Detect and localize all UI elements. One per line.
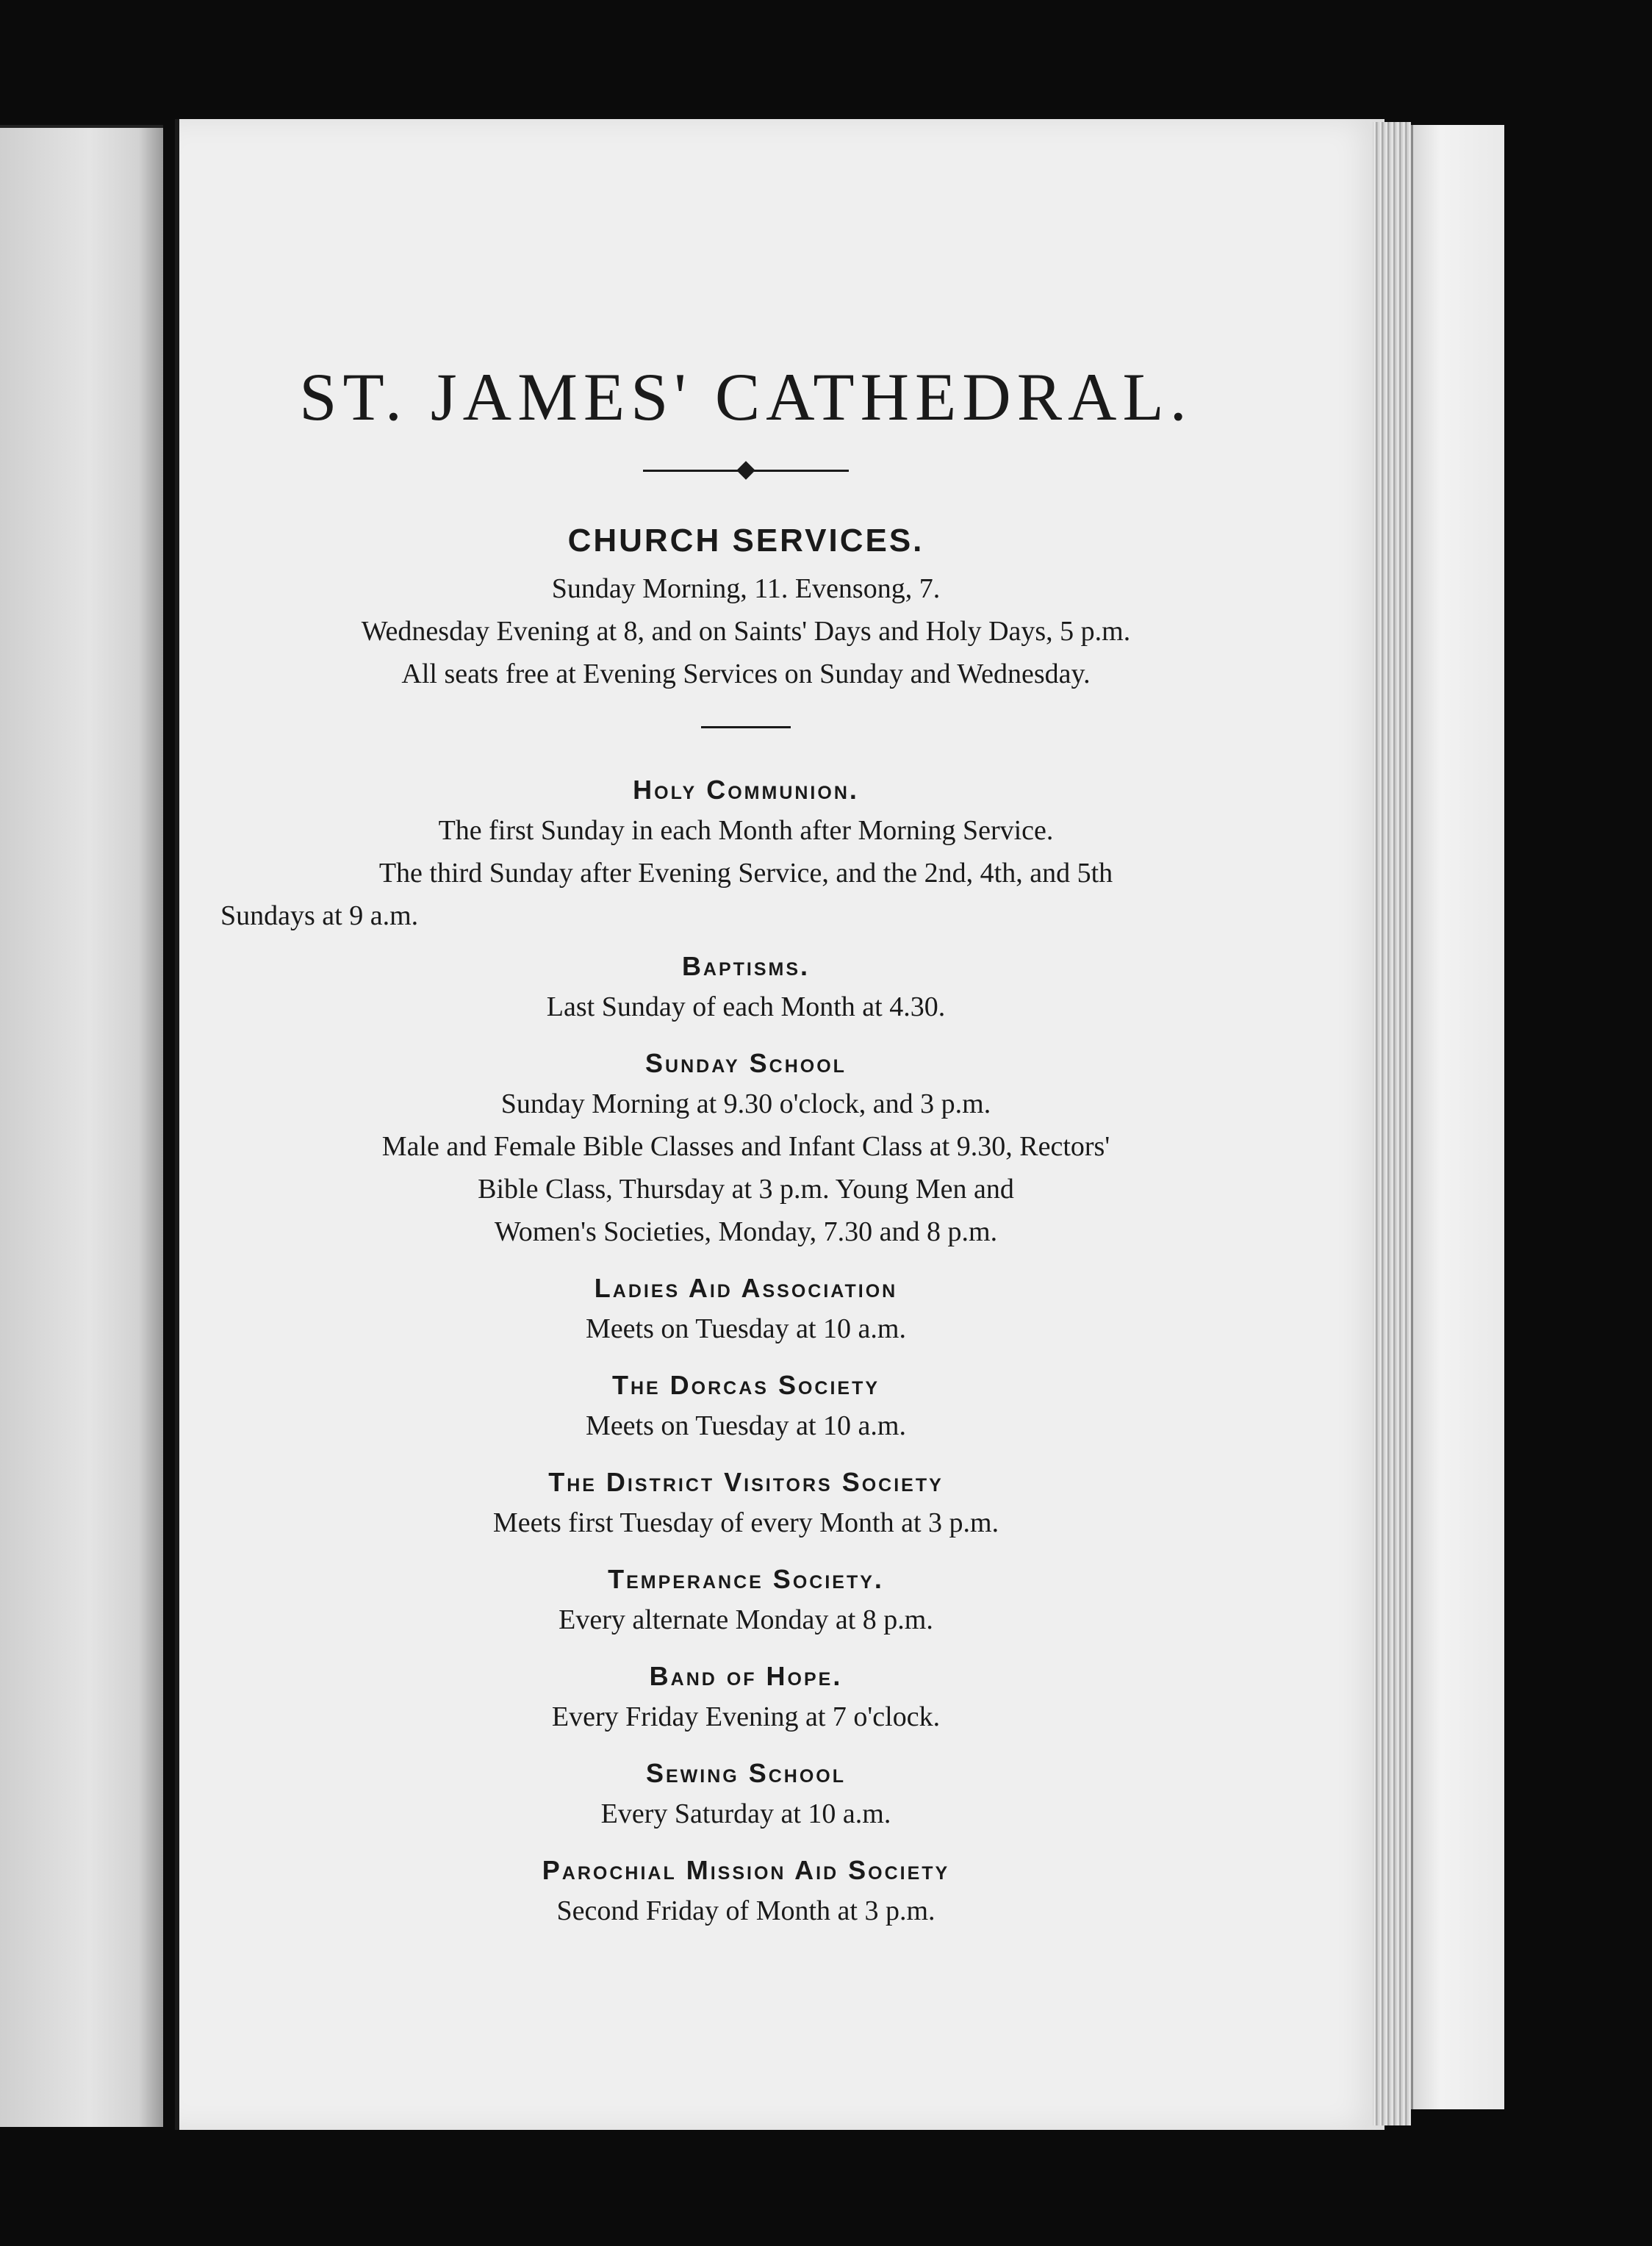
sewing-school-heading: Sewing School	[645, 1758, 846, 1788]
baptisms-line: Last Sunday of each Month at 4.30.	[546, 991, 946, 1022]
section-district-visitors	[220, 1463, 1271, 1544]
band-of-hope-heading: Band of Hope.	[649, 1661, 843, 1691]
sunday-school-line: Sunday Morning at 9.30 o'clock, and 3 p.m.	[500, 1088, 991, 1119]
church-services-line: All seats free at Evening Services on Sunday and Wednesday.	[401, 659, 1091, 689]
sewing-school-line: Every Saturday at 10 a.m.	[600, 1798, 891, 1829]
section-baptisms	[220, 947, 1271, 1028]
page-title: ST. JAMES' CATHEDRAL.	[299, 359, 1193, 434]
parochial-mission-line: Second Friday of Month at 3 p.m.	[556, 1895, 935, 1926]
title-ornament	[643, 462, 849, 479]
holy-communion-heading: Holy Communion.	[633, 775, 859, 805]
band-of-hope-line: Every Friday Evening at 7 o'clock.	[551, 1701, 941, 1732]
sunday-school-heading: Sunday School	[645, 1048, 847, 1078]
temperance-heading: Temperance Society.	[608, 1564, 884, 1594]
district-visitors-line: Meets first Tuesday of every Month at 3 p.m.	[492, 1507, 999, 1538]
facing-page-left	[0, 125, 163, 2127]
ladies-aid-heading: Ladies Aid Association	[594, 1273, 898, 1303]
page-edges	[1373, 122, 1411, 2125]
section-church-services	[220, 519, 1271, 695]
parochial-mission-heading: Parochial Mission Aid Society	[542, 1855, 950, 1885]
section-sunday-school	[220, 1044, 1271, 1253]
baptisms-heading: Baptisms.	[681, 951, 811, 981]
church-services-heading: CHURCH SERVICES.	[567, 523, 924, 559]
holy-communion-line: Sundays at 9 a.m.	[220, 900, 419, 931]
church-services-line: Wednesday Evening at 8, and on Saints' Days and Holy Days, 5 p.m.	[361, 616, 1131, 647]
holy-communion-line: The third Sunday after Evening Service, and the 2nd, 4th, and 5th	[378, 858, 1113, 889]
section-dorcas	[220, 1366, 1271, 1447]
sunday-school-line: Women's Societies, Monday, 7.30 and 8 p.m.	[494, 1216, 998, 1247]
section-ladies-aid	[220, 1269, 1271, 1350]
ornament-line-left	[643, 470, 742, 472]
section-parochial-mission	[220, 1851, 1271, 1932]
section-divider	[701, 726, 791, 728]
sunday-school-line: Male and Female Bible Classes and Infant Class at 9.30, Rectors'	[381, 1131, 1110, 1162]
district-visitors-heading: The District Visitors Society	[548, 1467, 944, 1497]
dorcas-heading: The Dorcas Society	[611, 1370, 880, 1400]
temperance-line: Every alternate Monday at 8 p.m.	[559, 1604, 933, 1635]
section-holy-communion	[220, 771, 1271, 937]
sunday-school-line: Bible Class, Thursday at 3 p.m. Young Men and	[478, 1174, 1014, 1205]
section-temperance	[220, 1560, 1271, 1641]
holy-communion-line: The first Sunday in each Month after Morning Service.	[438, 815, 1054, 846]
ornament-line-right	[750, 470, 849, 472]
dorcas-line: Meets on Tuesday at 10 a.m.	[586, 1410, 906, 1441]
ornament-diamond-icon	[736, 461, 755, 479]
church-services-line: Sunday Morning, 11. Evensong, 7.	[551, 573, 941, 604]
book-back-board	[1411, 125, 1504, 2109]
ladies-aid-line: Meets on Tuesday at 10 a.m.	[586, 1313, 906, 1344]
section-sewing-school	[220, 1754, 1271, 1835]
page-content	[220, 353, 1271, 1932]
section-band-of-hope	[220, 1657, 1271, 1738]
